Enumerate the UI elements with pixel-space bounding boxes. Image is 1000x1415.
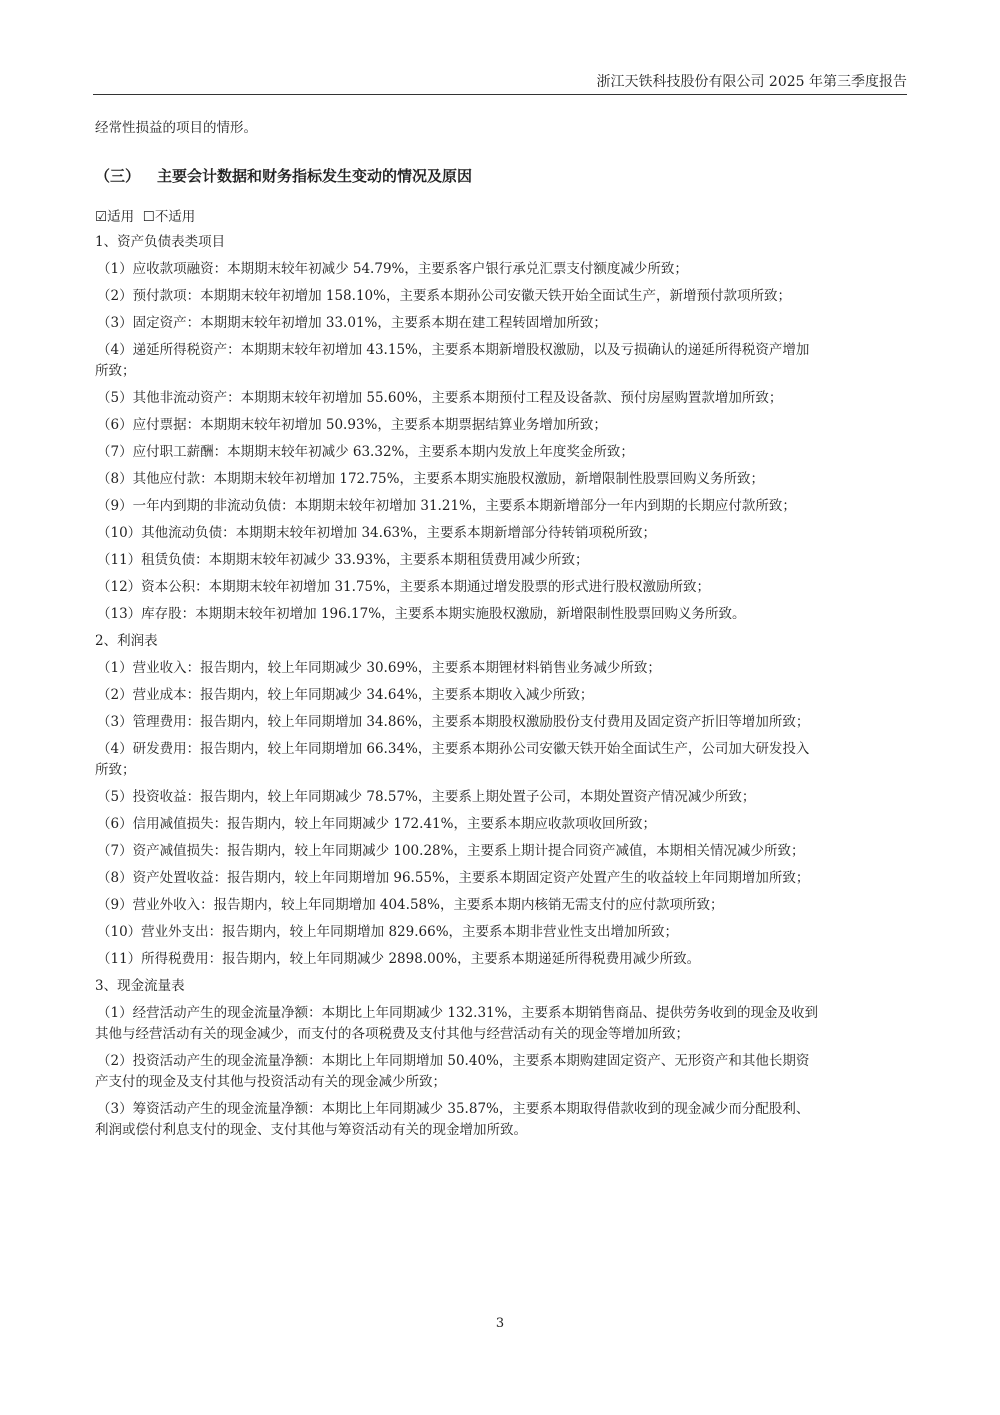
list-item [95,1051,895,1093]
income-statement-items [95,658,895,970]
item-text-line: （7）应付职工薪酬：本期期末较年初减少 63.32%，主要系本期内发放上年度奖金所致； [97,444,634,460]
applicability-options [95,207,895,228]
item-text-line: （2）营业成本：报告期内，较上年同期减少 34.64%，主要系本期收入减少所致； [97,687,594,703]
section-title: 主要会计数据和财务指标发生变动的情况及原因 [157,167,473,185]
page-number: 3 [495,1316,505,1331]
item-text-line: （3）管理费用：报告期内，较上年同期增加 34.86%，主要系本期股权激励股份支付费用及固定资产折旧等增加所致； [97,714,810,730]
list-item [95,259,895,280]
item-text-line: （1）营业收入：报告期内，较上年同期减少 30.69%，主要系本期锂材料销售业务减少所致； [97,660,661,676]
list-item [95,286,895,307]
item-text-line: （11）租赁负债：本期期末较年初减少 33.93%，主要系本期租赁费用减少所致； [97,552,589,568]
list-item [95,550,895,571]
page-content [95,118,895,1147]
header-divider [93,94,907,95]
list-item [95,814,895,835]
cash-flow-items [95,1003,895,1141]
list-item [95,685,895,706]
item-text-line: 其他与经营活动有关的现金减少，而支付的各项税费及支付其他与经营活动有关的现金等增加所致； [95,1026,689,1042]
item-text-line: （8）资产处置收益：报告期内，较上年同期增加 96.55%，主要系本期固定资产处置产生的收益较上年同期增加所致； [97,870,810,886]
list-item [95,787,895,808]
item-text-line: （5）其他非流动资产：本期期末较年初增加 55.60%，主要系本期预付工程及设备款、预付房屋购置款增加所致； [97,390,783,406]
list-item [95,895,895,916]
balance-sheet-items [95,259,895,625]
item-text-line: （5）投资收益：报告期内，较上年同期减少 78.57%，主要系上期处置子公司，本期处置资产情况减少所致； [97,789,756,805]
item-text-line: 利润或偿付利息支付的现金、支付其他与筹资活动有关的现金增加所致。 [95,1122,527,1138]
category-title-balance-sheet: 1、资产负债表类项目 [95,234,226,250]
list-item [95,868,895,889]
list-item [95,1003,895,1045]
list-item [95,604,895,625]
item-text-line: （3）固定资产：本期期末较年初增加 33.01%，主要系本期在建工程转固增加所致； [97,315,607,331]
list-item [95,523,895,544]
item-text-line: （13）库存股：本期期末较年初增加 196.17%，主要系本期实施股权激励，新增限制性股票回购义务所致。 [97,606,746,622]
applicable-label: 适用 [107,209,135,225]
category-title-cash-flow: 3、现金流量表 [95,978,185,994]
list-item [95,313,895,334]
item-text-line: （9）营业外收入：报告期内，较上年同期增加 404.58%，主要系本期内核销无需支付的应付款项所致； [97,897,724,913]
list-item [95,388,895,409]
category-title-income-statement: 2、利润表 [95,633,158,649]
list-item [95,658,895,679]
report-header-title: 浙江天铁科技股份有限公司 2025 年第三季度报告 [596,74,907,90]
item-text-line: （1）经营活动产生的现金流量净额：本期比上年同期减少 132.31%，主要系本期销售商品、提供劳务收到的现金及收到 [97,1005,818,1021]
item-text-line: （10）其他流动负债：本期期末较年初增加 34.63%，主要系本期新增部分待转销项税所致； [97,525,656,541]
checked-checkbox-icon: ☑ [95,209,108,225]
item-text-line: （6）信用减值损失：报告期内，较上年同期减少 172.41%，主要系本期应收款项收回所致； [97,816,656,832]
list-item [95,739,895,781]
item-text-line: （1）应收款项融资：本期期末较年初减少 54.79%，主要系客户银行承兑汇票支付额度减少所致； [97,261,688,277]
item-text-line: （9）一年内到期的非流动负债：本期期末较年初增加 31.21%，主要系本期新增部分一年内到期的长期应付款所致； [97,498,796,514]
list-item [95,469,895,490]
item-text-line: （2）预付款项：本期期末较年初增加 158.10%，主要系本期孙公司安徽天铁开始全面试生产，新增预付款项所致； [97,288,791,304]
list-item [95,712,895,733]
item-text-line: 所致； [95,363,136,379]
item-text-line: （3）筹资活动产生的现金流量净额：本期比上年同期减少 35.87%，主要系本期取得借款收到的现金减少而分配股利、 [97,1101,810,1117]
item-text-line: 产支付的现金及支付其他与投资活动有关的现金减少所致； [95,1074,446,1090]
item-text-line: （12）资本公积：本期期末较年初增加 31.75%，主要系本期通过增发股票的形式进行股权激励所致； [97,579,710,595]
unchecked-checkbox-icon: ☐ [142,209,155,225]
list-item [95,340,895,382]
list-item [95,841,895,862]
item-text-line: （8）其他应付款：本期期末较年初增加 172.75%，主要系本期实施股权激励，新增限制性股票回购义务所致； [97,471,764,487]
item-text-line: （10）营业外支出：报告期内，较上年同期增加 829.66%，主要系本期非营业性支出增加所致； [97,924,679,940]
list-item [95,922,895,943]
list-item [95,415,895,436]
list-item [95,577,895,598]
section-number: （三） [95,167,141,185]
item-text-line: （7）资产减值损失：报告期内，较上年同期减少 100.28%，主要系上期计提合同资产减值，本期相关情况减少所致； [97,843,805,859]
item-text-line: （6）应付票据：本期期末较年初增加 50.93%，主要系本期票据结算业务增加所致； [97,417,607,433]
item-text-line: （4）研发费用：报告期内，较上年同期增加 66.34%，主要系本期孙公司安徽天铁开始全面试生产，公司加大研发投入 [97,741,810,757]
item-text-line: （11）所得税费用：报告期内，较上年同期减少 2898.00%，主要系本期递延所得税费用减少所致。 [97,951,701,967]
item-text-line: 所致； [95,762,136,778]
item-text-line: （2）投资活动产生的现金流量净额：本期比上年同期增加 50.40%，主要系本期购建固定资产、无形资产和其他长期资 [97,1053,810,1069]
list-item [95,496,895,517]
list-item [95,949,895,970]
not-applicable-label: 不适用 [154,209,196,225]
intro-line: 经常性损益的项目的情形。 [95,120,257,136]
list-item [95,442,895,463]
item-text-line: （4）递延所得税资产：本期期末较年初增加 43.15%，主要系本期新增股权激励，以及亏损确认的递延所得税资产增加 [97,342,810,358]
section-heading [95,165,895,187]
list-item [95,1099,895,1141]
